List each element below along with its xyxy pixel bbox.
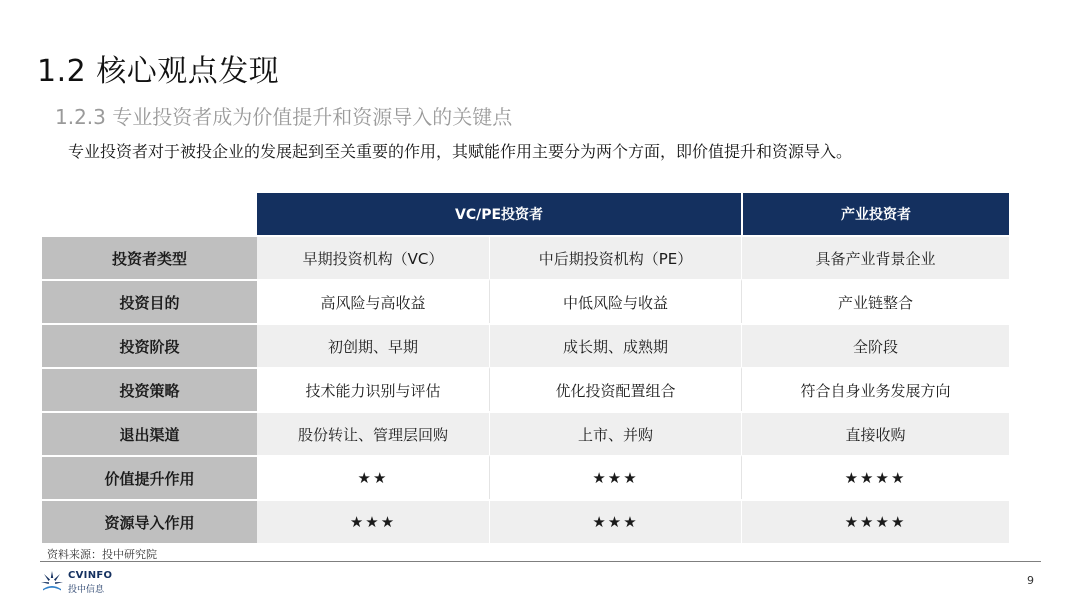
intro-text: 专业投资者对于被投企业的发展起到至关重要的作用，其赋能作用主要分为两个方面，即价值提升和资源导入。 <box>68 142 853 161</box>
row-label: 投资目的 <box>42 279 257 323</box>
cell-pe: 中低风险与收益 <box>489 279 741 323</box>
cell-pe: 成长期、成熟期 <box>489 323 741 367</box>
cell-pe: 优化投资配置组合 <box>489 367 741 411</box>
table-row <box>42 235 1009 279</box>
row-label: 投资者类型 <box>42 235 257 279</box>
cell-industry: 直接收购 <box>741 411 1009 455</box>
footer-divider <box>40 561 1041 562</box>
table-row <box>42 499 1009 543</box>
header-industry: 产业投资者 <box>741 193 1009 235</box>
table-row <box>42 323 1009 367</box>
table-row <box>42 411 1009 455</box>
cell-vc: 初创期、早期 <box>257 323 489 367</box>
row-label: 投资阶段 <box>42 323 257 367</box>
cell-industry: 符合自身业务发展方向 <box>741 367 1009 411</box>
header-blank-cell <box>42 193 257 235</box>
header-vcpe: VC/PE投资者 <box>257 193 741 235</box>
star-rating-vc: ★★ <box>257 455 489 499</box>
row-label: 投资策略 <box>42 367 257 411</box>
star-rating-pe: ★★★ <box>489 499 741 543</box>
cell-industry: 全阶段 <box>741 323 1009 367</box>
star-rating-industry: ★★★★ <box>741 455 1009 499</box>
cell-industry: 具备产业背景企业 <box>741 235 1009 279</box>
star-rating-industry: ★★★★ <box>741 499 1009 543</box>
page-number: 9 <box>1027 574 1034 587</box>
star-rating-vc: ★★★ <box>257 499 489 543</box>
table-row <box>42 455 1009 499</box>
investor-comparison-table <box>42 193 1009 543</box>
row-label: 资源导入作用 <box>42 499 257 543</box>
table-header-row <box>42 193 1009 235</box>
cell-vc: 技术能力识别与评估 <box>257 367 489 411</box>
cell-vc: 高风险与高收益 <box>257 279 489 323</box>
cvinfo-logo-icon <box>40 570 64 592</box>
row-label: 退出渠道 <box>42 411 257 455</box>
row-label: 价值提升作用 <box>42 455 257 499</box>
star-rating-pe: ★★★ <box>489 455 741 499</box>
table-row <box>42 279 1009 323</box>
logo-text-en: CVINFO <box>68 570 113 581</box>
source-note: 资料来源：投中研究院 <box>47 548 157 561</box>
page-subtitle: 1.2.3 专业投资者成为价值提升和资源导入的关键点 <box>55 105 513 129</box>
cell-industry: 产业链整合 <box>741 279 1009 323</box>
cell-vc: 股份转让、管理层回购 <box>257 411 489 455</box>
cell-pe: 中后期投资机构（PE） <box>489 235 741 279</box>
company-logo <box>40 568 130 596</box>
logo-text-cn: 投中信息 <box>68 585 105 595</box>
page-title: 1.2 核心观点发现 <box>37 54 280 89</box>
cell-vc: 早期投资机构（VC） <box>257 235 489 279</box>
cell-pe: 上市、并购 <box>489 411 741 455</box>
table-row <box>42 367 1009 411</box>
